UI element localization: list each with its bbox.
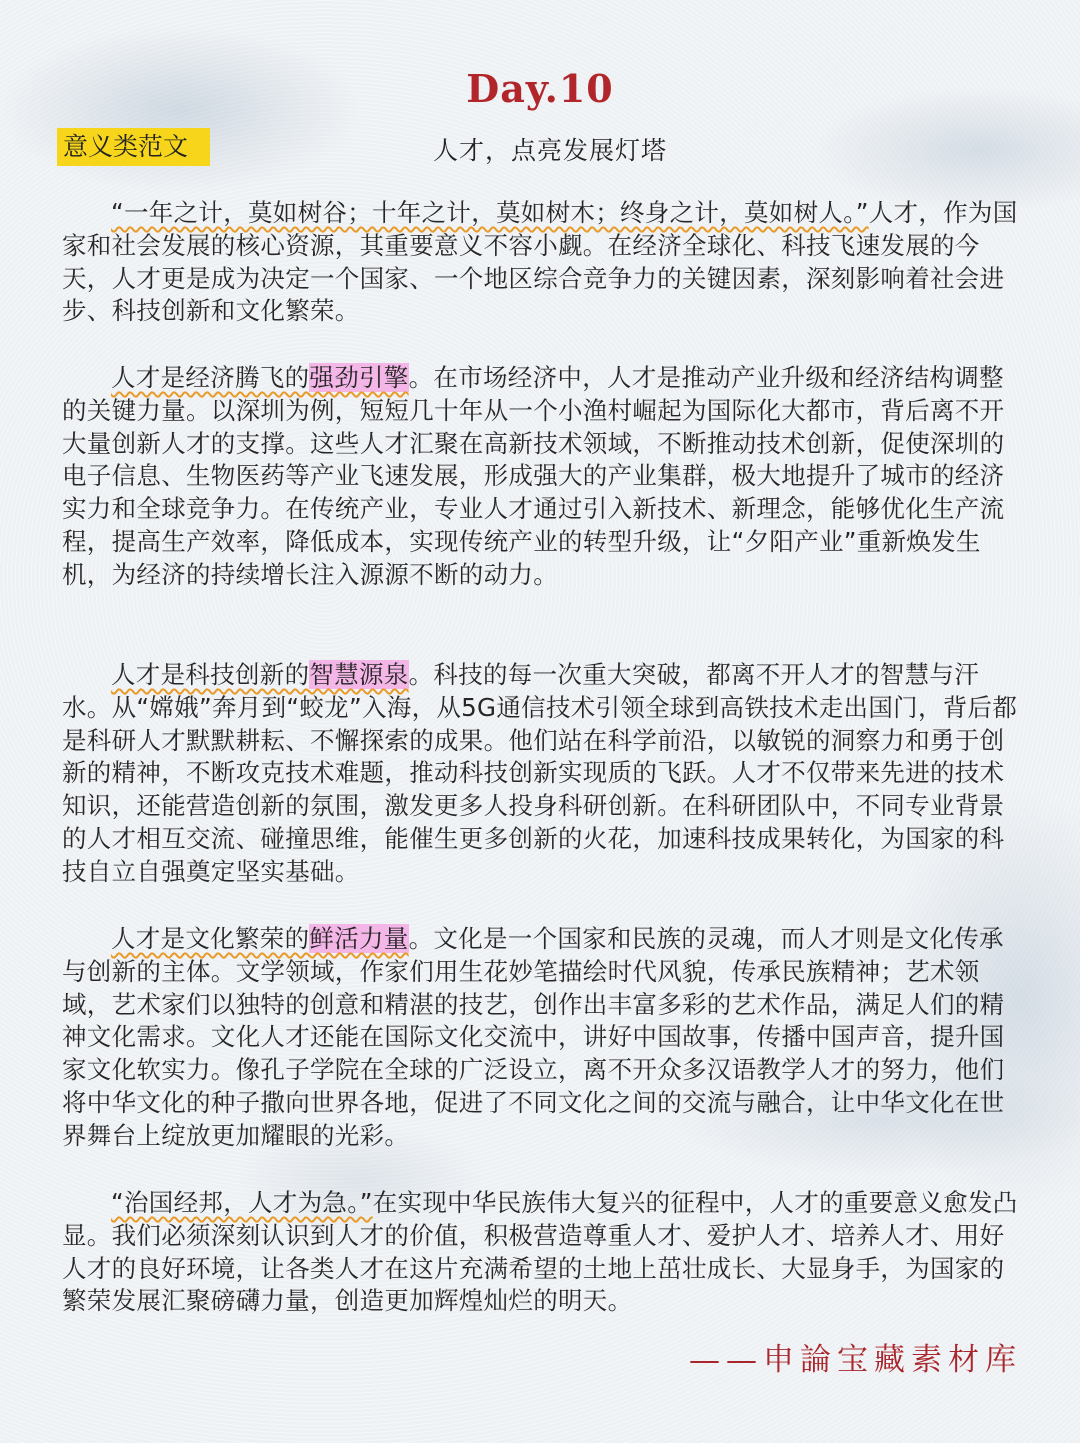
paragraph-text: 人才，作为国家和社会发展的核心资源，其重要意义不容小觑。在经济全球化、科技飞速发展的今天，人才更是成为决定一个国家、一个地区综合竞争力的关键因素，深刻影响着社会进步、科技创新和文化繁荣。 — [62, 198, 1018, 326]
paragraph-text: 。在市场经济中，人才是推动产业升级和经济结构调整的关键力量。以深圳为例，短短几十年从一个小渔村崛起为国际化大都市，背后离不开大量创新人才的支撑。这些人才汇聚在高新技术领域，不断推动技术创新，促使深圳的电子信息、生物医药等产业飞速发展，形成强大的产业集群，极大地提升了城市的经济实力和全球竞争力。在传统产业，专业人才通过引入新技术、新理念，能够优化生产流程，提高生产效率，降低成本，实现传统产业的转型升级，让“夕阳产业”重新焕发生机，为经济的持续增长注入源源不断的动力。 — [62, 363, 1005, 589]
topic-lead: 人才是经济腾飞的 — [111, 363, 310, 392]
paragraph-economy — [62, 362, 1022, 592]
paragraph-conclusion — [62, 1187, 1022, 1318]
quote-lead: “治国经邦，人才为急。” — [111, 1188, 373, 1217]
day-title: Day.10 — [466, 66, 614, 111]
highlight-keyword: 智慧源泉 — [309, 660, 409, 689]
quote-lead: “一年之计，莫如树谷；十年之计，莫如树木；终身之计，莫如树人。” — [111, 198, 869, 227]
article-title: 人才，点亮发展灯塔 — [432, 136, 667, 165]
category-tag: 意义类范文 — [57, 128, 210, 166]
topic-sentence — [111, 924, 409, 953]
paragraph-intro — [62, 197, 1022, 328]
highlight-keyword: 鲜活力量 — [309, 924, 409, 953]
signature: ——申論宝藏素材库 — [689, 1342, 1022, 1378]
paragraph-technology — [62, 659, 1022, 889]
paragraph-text: 。科技的每一次重大突破，都离不开人才的智慧与汗水。从“嫦娥”奔月到“蛟龙”入海，从5G通信技术引领全球到高铁技术走出国门，背后都是科研人才默默耕耘、不懈探索的成果。他们站在科学前沿，以敏锐的洞察力和勇于创新的精神，不断攻克技术难题，推动科技创新实现质的飞跃。人才不仅带来先进的技术知识，还能营造创新的氛围，激发更多人投身科研创新。在科研团队中，不同专业背景的人才相互交流、碰撞思维，能催生更多创新的火花，加速科技成果转化，为国家的科技自立自强奠定坚实基础。 — [62, 660, 1018, 886]
topic-sentence — [111, 363, 409, 392]
paragraph-text: 在实现中华民族伟大复兴的征程中，人才的重要意义愈发凸显。我们必须深刻认识到人才的价值，积极营造尊重人才、爱护人才、培养人才、用好人才的良好环境，让各类人才在这片充满希望的土地上茁壮成长、大显身手，为国家的繁荣发展汇聚磅礴力量，创造更加辉煌灿烂的明天。 — [62, 1188, 1018, 1316]
topic-lead: 人才是文化繁荣的 — [111, 924, 310, 953]
topic-lead: 人才是科技创新的 — [111, 660, 310, 689]
paragraph-culture — [62, 923, 1022, 1153]
highlight-keyword: 强劲引擎 — [309, 363, 409, 392]
paragraph-text: 。文化是一个国家和民族的灵魂，而人才则是文化传承与创新的主体。文学领域，作家们用生花妙笔描绘时代风貌，传承民族精神；艺术领域，艺术家们以独特的创意和精湛的技艺，创作出丰富多彩的艺术作品，满足人们的精神文化需求。文化人才还能在国际文化交流中，讲好中国故事，传播中国声音，提升国家文化软实力。像孔子学院在全球的广泛设立，离不开众多汉语教学人才的努力，他们将中华文化的种子撒向世界各地，促进了不同文化之间的交流与融合，让中华文化在世界舞台上绽放更加耀眼的光彩。 — [62, 924, 1005, 1150]
topic-sentence — [111, 660, 409, 689]
